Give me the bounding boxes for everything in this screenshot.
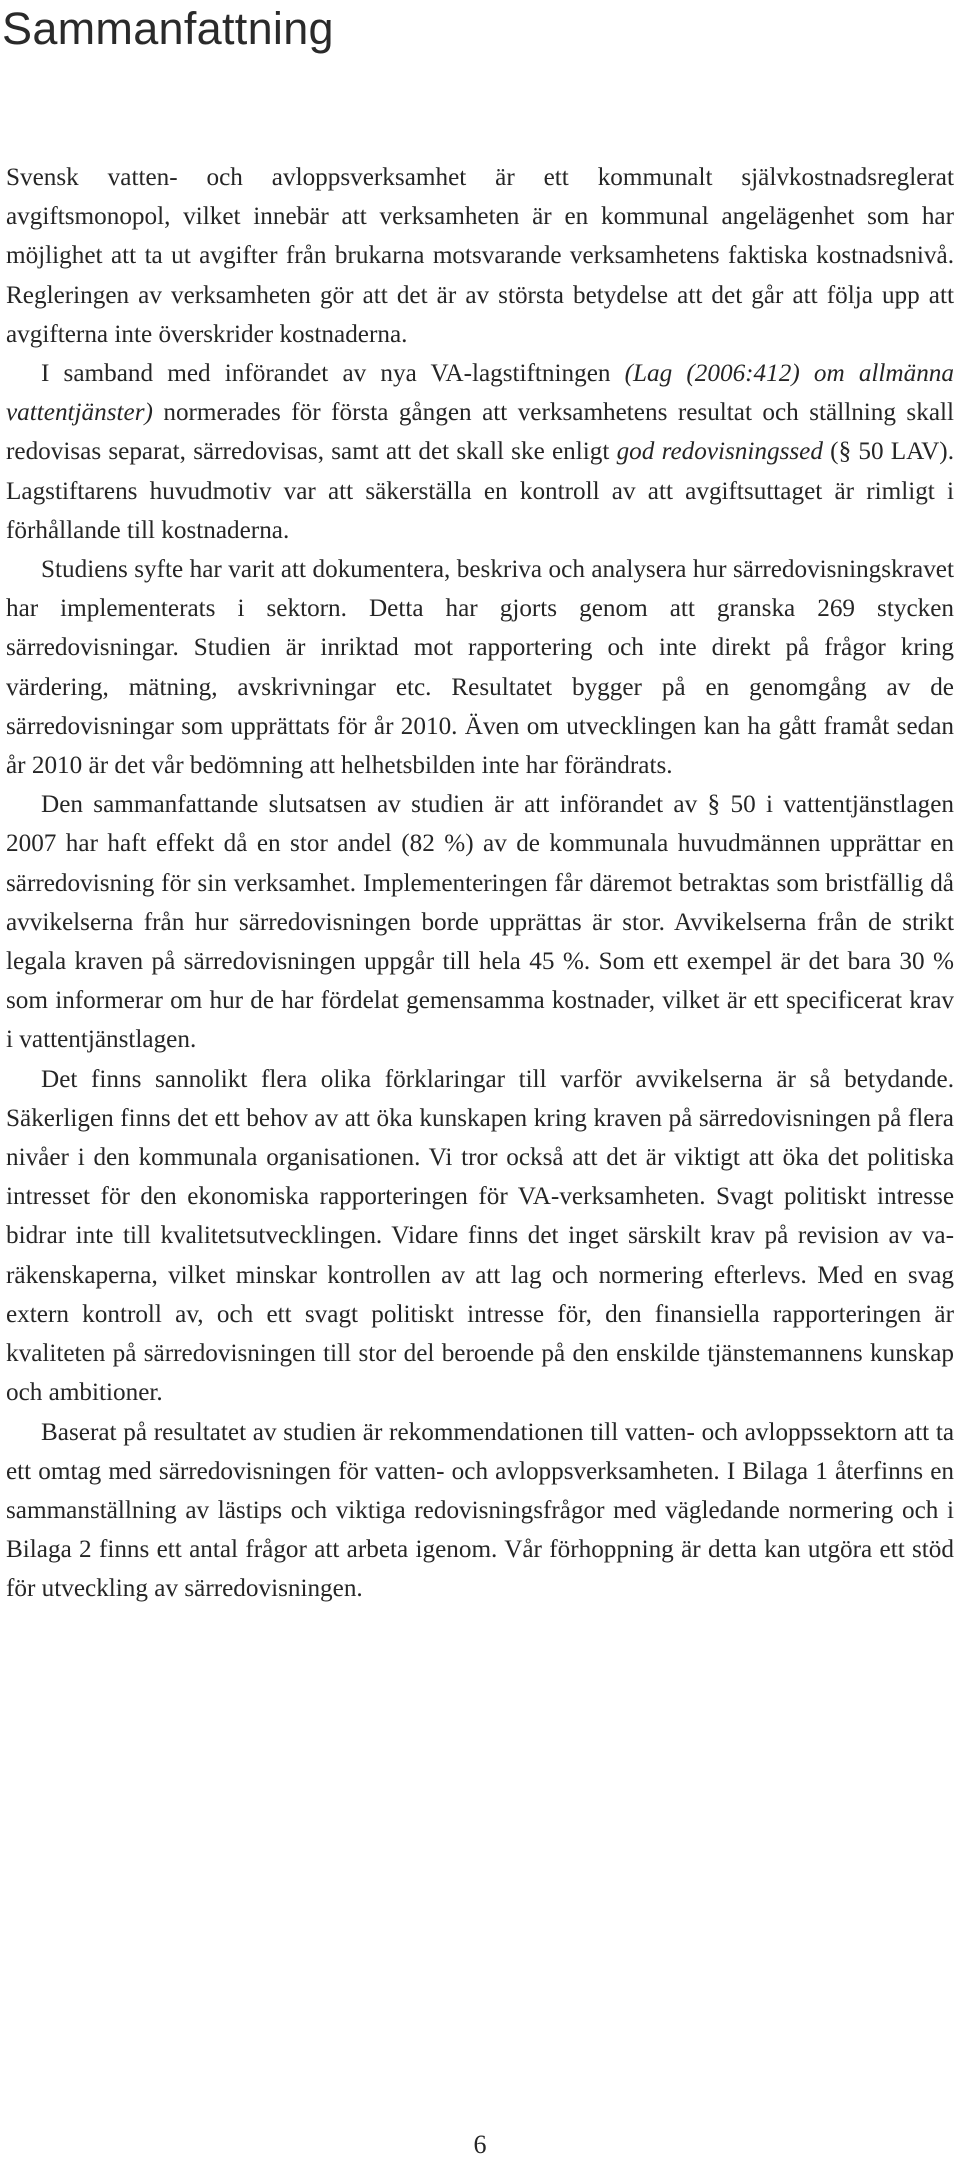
page-number: 6 xyxy=(473,2130,487,2159)
page-title: Sammanfattning xyxy=(2,3,334,54)
body-text xyxy=(6,158,954,1609)
paragraph-5: Det finns sannolikt flera olika förklaringar till varför avvikelserna är så betydande. Säkerligen finns det ett behov av att öka kunskapen kring kraven på särredovisningen på flera nivåer i den kommunala organisationen. Vi tror också att det är viktigt att öka det politiska intresset för den ekonomiska rapporteringen för VA-verksamheten. Svagt politiskt intresse bidrar inte till kvalitetsutvecklingen. Vidare finns det inget särskilt krav på revision av va-räkenskaperna, vilket minskar kontrollen av att lag och normering efterlevs. Med en svag extern kontroll av, och ett svagt politiskt intresse för, den finansiella rapporteringen är kvaliteten på särredovisningen till stor del beroende på den enskilde tjänstemannens kunskap och ambitioner. xyxy=(6,1065,954,1407)
paragraph-4: Den sammanfattande slutsatsen av studien är att införandet av § 50 i vattentjänstlagen 2007 har haft effekt då en stor andel (82 %) av de kommunala huvudmännen upprättar en särredovisning för sin verksamhet. Implementeringen får däremot betraktas som bristfällig då avvikelserna från hur särredovisningen borde upprättas är stor. Avvikelserna från de strikt legala kraven på särredovisningen uppgår till hela 45 %. Som ett exempel är det bara 30 % som informerar om hur de har fördelat gemensamma kostnader, vilket är ett specificerat krav i vattentjänstlagen. xyxy=(6,791,954,1054)
paragraph-2-text-b: normerades för första gången att verksamhetens resultat och ställning skall redovisas separat, särredovisas, samt att det skall ske enligt xyxy=(6,399,954,466)
paragraph-2-text-c: (§ 50 LAV). Lagstiftarens huvudmotiv var att säkerställa en kontroll av att avgiftsuttaget är rimligt i förhållande till kostnaderna. xyxy=(6,438,954,544)
paragraph-6: Baserat på resultatet av studien är rekommendationen till vatten- och avloppssektorn att ta ett omtag med särredovisningen för vatten- och avloppsverksamheten. I Bilaga 1 återfinns en sammanställning av lästips och viktiga redovisningsfrågor med vägledande normering och i Bilaga 2 finns ett antal frågor att arbeta igenom. Vår förhoppning är detta kan utgöra ett stöd för utveckling av särredovisningen. xyxy=(6,1418,954,1603)
paragraph-2 xyxy=(6,354,954,550)
paragraph-2-text-a: I samband med införandet av nya VA-lagstiftningen xyxy=(41,360,625,388)
paragraph-1: Svensk vatten- och avloppsverksamhet är ett kommunalt självkostnadsreglerat avgiftsmonopol, vilket innebär att verksamheten är en kommunal angelägenhet som har möjlighet att ta ut avgifter från brukarna motsvarande verksamhetens faktiska kostnadsnivå. Regleringen av verksamheten gör att det är av största betydelse att det går att följa upp att avgifterna inte överskrider kostnaderna. xyxy=(6,164,954,348)
law-reference: (Lag (2006:412) om allmänna vattentjänster) xyxy=(6,360,954,427)
paragraph-3: Studiens syfte har varit att dokumentera, beskriva och analysera hur särredovisningskravet har implementerats i sektorn. Detta har gjorts genom att granska 269 stycken särredovisningar. Studien är inriktad mot rapportering och inte direkt på frågor kring värdering, mätning, avskrivningar etc. Resultatet bygger på en genomgång av de särredovisningar som upprättats för år 2010. Även om utvecklingen kan ha gått framåt sedan år 2010 är det vår bedömning att helhetsbilden inte har förändrats. xyxy=(6,556,954,780)
god-redovisningssed: god redovisningssed xyxy=(616,438,823,466)
